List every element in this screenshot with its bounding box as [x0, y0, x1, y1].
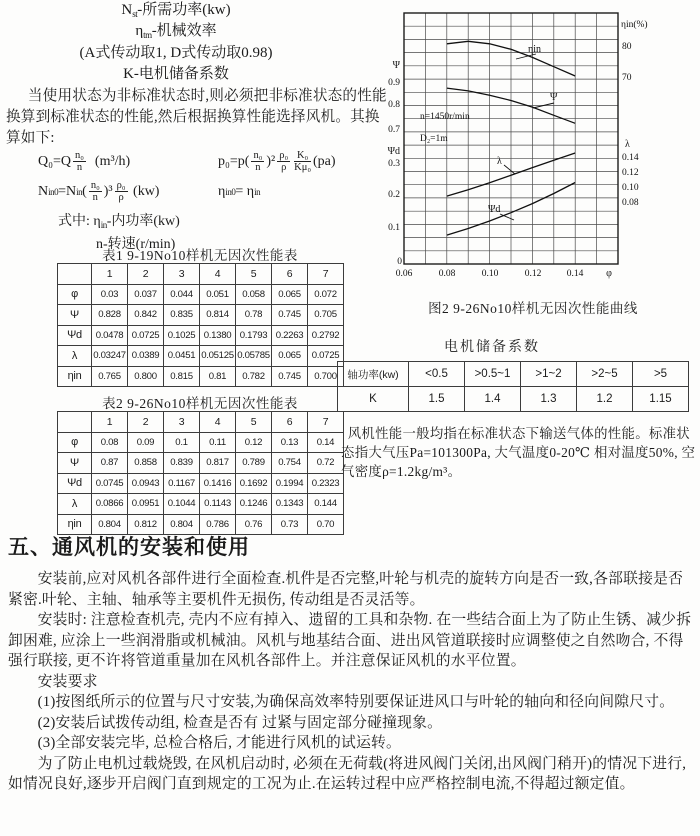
table-row [58, 305, 344, 326]
row-label-cell: Ψ [58, 453, 92, 474]
formula-q0: Q₀=Q $\frac{\text{n₀}}{n}$ (m³/h) [38, 150, 131, 174]
value-cell: >0.5~1 [465, 362, 521, 387]
value-cell: 0.1143 [200, 494, 236, 515]
value-cell: 0.2323 [308, 473, 344, 494]
value-cell: 0.0725 [308, 346, 344, 367]
figure-caption: 图2 9-26No10样机无因次性能曲线 [428, 301, 638, 316]
row-label-cell: K [338, 387, 409, 412]
value-cell: 0.0389 [128, 346, 164, 367]
value-cell: 7 [308, 264, 344, 285]
paragraph-requirements-heading: 安装要求 [37, 673, 98, 690]
value-cell: 0.1025 [164, 325, 200, 346]
table-row [338, 387, 689, 412]
value-cell: 0.065 [272, 284, 308, 305]
value-cell: 1.5 [409, 387, 465, 412]
paragraph-pre-check: 安装前,应对风机各部件进行全面检查.机件是否完整,叶轮与机壳的旋转方向是否一致,各部联接是否紧密.叶轮、主轴、轴承等主要机件无损伤, 传动组是否灵活等。 [8, 571, 684, 608]
value-cell: 0.1 [164, 432, 200, 453]
table-row [58, 325, 344, 346]
speed-annotation: n=1450r/min [420, 112, 470, 122]
value-cell: >5 [633, 362, 689, 387]
psi-curve-label: Ψ [550, 92, 558, 103]
value-cell: 0.1380 [200, 325, 236, 346]
value-cell: 0.072 [308, 284, 344, 305]
value-cell: 0.0745 [92, 473, 128, 494]
value-cell: 0.09 [128, 432, 164, 453]
value-cell: 0.1692 [236, 473, 272, 494]
value-cell: 0.700 [308, 366, 344, 387]
standard-state-note: 风机性能一般均指在标准状态下输送气体的性能。标准状态指大气压Pa=101300Pa, 大气温度0-20℃ 相对温度50%, 空气密度ρ=1.2kg/m³。 [341, 426, 696, 480]
lambda-curve-label: λ [497, 156, 502, 167]
value-cell: 0.0478 [92, 325, 128, 346]
value-cell: 0.76 [236, 514, 272, 535]
value-cell: 0.800 [128, 366, 164, 387]
row-label-cell: Ψd [58, 325, 92, 346]
value-cell: 1.3 [521, 387, 577, 412]
performance-chart [378, 6, 700, 292]
performance-chart-figure [378, 6, 700, 292]
paragraph-requirement-1: (1)按图纸所示的位置与尺寸安装,为确保高效率特别要保证进风口与叶轮的轴向和径向间隙尺寸。 [37, 694, 675, 710]
psid-axis-label: Ψd [387, 146, 400, 157]
formula-eta0: η in0 = η in [218, 183, 261, 199]
section-title: 五、通风机的安装和使用 [8, 536, 250, 559]
value-cell: 0.828 [92, 305, 128, 326]
psid-tick: 0.3 [388, 159, 400, 169]
value-cell: 0.14 [308, 432, 344, 453]
value-cell: 7 [308, 412, 344, 433]
paragraph-requirement-2: (2)安装后试拨传动组, 检查是否有 过紧与固定部分碰撞现象。 [37, 714, 443, 731]
lambda-tick: 0.14 [622, 153, 639, 163]
value-cell: 0.0451 [164, 346, 200, 367]
value-cell: 0.78 [236, 305, 272, 326]
table-row [58, 494, 344, 515]
value-cell: 0.1167 [164, 473, 200, 494]
value-cell: <0.5 [409, 362, 465, 387]
value-cell: >1~2 [521, 362, 577, 387]
eta-tick: 80 [622, 42, 632, 52]
value-cell: 0.842 [128, 305, 164, 326]
value-cell: 5 [236, 412, 272, 433]
row-label-cell: Ψd [58, 473, 92, 494]
table-row [58, 366, 344, 387]
value-cell: 0.70 [308, 514, 344, 535]
row-label-cell: φ [58, 432, 92, 453]
value-cell: 0.0943 [128, 473, 164, 494]
table1-performance [57, 263, 344, 387]
row-label-cell: ηin [58, 366, 92, 387]
diameter-annotation: D₂=1m [420, 134, 448, 144]
value-cell: 0.065 [272, 346, 308, 367]
table-row [58, 412, 344, 433]
psid-curve-label: Ψd [488, 204, 501, 215]
value-cell: 0.05125 [200, 346, 236, 367]
value-cell: 0.804 [92, 514, 128, 535]
lambda-leader-line [504, 165, 515, 174]
value-cell: 0.786 [200, 514, 236, 535]
psid-tick: 0 [397, 257, 402, 267]
psi-tick: 0.7 [388, 125, 400, 135]
value-cell: 0.814 [200, 305, 236, 326]
value-cell: 1 [92, 412, 128, 433]
value-cell: 0.2263 [272, 325, 308, 346]
value-cell: 0.789 [236, 453, 272, 474]
value-cell: 0.754 [272, 453, 308, 474]
conversion-intro-paragraph: 当使用状态为非标准状态时,则必须把非标准状态的性能换算到标准状态的性能,然后根据换算性能选择风机。其换算如下: [6, 88, 387, 147]
value-cell: 0.745 [272, 366, 308, 387]
formula-block [38, 150, 394, 253]
row-label-cell: 轴功率(kw) [338, 362, 409, 387]
value-cell: 6 [272, 412, 308, 433]
value-cell: 0.0866 [92, 494, 128, 515]
value-cell: 5 [236, 264, 272, 285]
value-cell: 0.858 [128, 453, 164, 474]
definition-line: $\eta_{tm}-$机械效率 [135, 23, 217, 41]
table-row [58, 473, 344, 494]
psi-tick: 0.9 [388, 78, 400, 88]
value-cell: 0.765 [92, 366, 128, 387]
value-cell: 0.835 [164, 305, 200, 326]
psi-tick: 0.8 [388, 100, 400, 110]
value-cell: >2~5 [577, 362, 633, 387]
value-cell: 0.03247 [92, 346, 128, 367]
value-cell: 0.1343 [272, 494, 308, 515]
value-cell: 0.804 [164, 514, 200, 535]
value-cell: 0.08 [92, 432, 128, 453]
table-row [338, 362, 689, 387]
motor-reserve-table [337, 361, 689, 412]
value-cell: 0.1994 [272, 473, 308, 494]
row-label-cell [58, 264, 92, 285]
value-cell: 0.1416 [200, 473, 236, 494]
value-cell: 2 [128, 264, 164, 285]
value-cell: 0.13 [272, 432, 308, 453]
value-cell: 1.4 [465, 387, 521, 412]
value-cell: 0.0951 [128, 494, 164, 515]
psid-tick: 0.2 [388, 190, 400, 200]
value-cell: 0.87 [92, 453, 128, 474]
eta-axis-label: ηin(%) [621, 20, 648, 30]
value-cell: 0.1246 [236, 494, 272, 515]
value-cell: 3 [164, 264, 200, 285]
value-cell: 0.73 [272, 514, 308, 535]
value-cell: 0.044 [164, 284, 200, 305]
value-cell: 0.03 [92, 284, 128, 305]
x-tick: 0.10 [481, 269, 499, 279]
motor-table-title: 电机储备系数 [444, 340, 540, 355]
installation-section [8, 531, 694, 795]
lambda-axis-label: λ [625, 139, 630, 150]
value-cell: 0.051 [200, 284, 236, 305]
row-label-cell: Ψ [58, 305, 92, 326]
value-cell: 3 [164, 412, 200, 433]
row-label-cell: φ [58, 284, 92, 305]
value-cell: 0.782 [236, 366, 272, 387]
x-tick: 0.06 [395, 269, 413, 279]
value-cell: 0.1044 [164, 494, 200, 515]
value-cell: 0.0725 [128, 325, 164, 346]
x-tick: 0.12 [524, 269, 542, 279]
value-cell: 0.12 [236, 432, 272, 453]
formula-n0: N in0 =N in ( $\frac{\text{n₀}}{n}$ )³ $\frac{\text{ρ₀}}{\rho}$ (kw) [38, 180, 160, 204]
value-cell: 0.81 [200, 366, 236, 387]
value-cell: 4 [200, 264, 236, 285]
symbol-definitions [0, 0, 352, 85]
value-cell: 4 [200, 412, 236, 433]
value-cell: 0.144 [308, 494, 344, 515]
eta-curve-label: ηin [528, 44, 542, 55]
value-cell: 0.705 [308, 305, 344, 326]
value-cell: 0.839 [164, 453, 200, 474]
lambda-tick: 0.12 [622, 168, 639, 178]
row-label-cell [58, 412, 92, 433]
x-tick: 0.14 [566, 269, 584, 279]
lambda-tick: 0.10 [622, 183, 639, 193]
formula-where-line2: n-转速(r/min) [96, 237, 176, 253]
formula-where-line1: 式中: $\eta_{in}-$内功率(kw) [58, 214, 180, 231]
lambda-tick: 0.08 [622, 198, 639, 208]
table-row [58, 453, 344, 474]
value-cell: 0.058 [236, 284, 272, 305]
eta-tick: 70 [622, 73, 632, 83]
paragraph-startup-caution: 为了防止电机过载烧毁, 在风机启动时, 必须在无荷载(将进风阀门关闭,出风阀门稍开)的情况下进行,如情况良好,逐步开启阀门直到规定的工况为止.在运转过程中应严格控制电流,不得超过额定值。 [8, 755, 687, 792]
formula-p0: p₀=p( $\frac{\text{n₀}}{n}$ )² $\frac{\text{ρ₀}}{\rho}$ $\frac{\text{K₀}}{\text{Kμ₀}}$ (pa) [218, 150, 336, 174]
table1-caption: 表1 9-19No10样机无因次性能表 [102, 248, 298, 263]
value-cell: 2 [128, 412, 164, 433]
value-cell: 0.745 [272, 305, 308, 326]
value-cell: 1.2 [577, 387, 633, 412]
value-cell: 0.11 [200, 432, 236, 453]
row-label-cell: ηin [58, 514, 92, 535]
value-cell: 0.72 [308, 453, 344, 474]
value-cell: 0.05785 [236, 346, 272, 367]
x-axis-label: φ [606, 268, 612, 279]
value-cell: 0.817 [200, 453, 236, 474]
psi-axis-label: Ψ [392, 60, 400, 71]
table2-caption: 表2 9-26No10样机无因次性能表 [102, 396, 298, 411]
psid-tick: 0.1 [388, 223, 400, 233]
value-cell: 6 [272, 264, 308, 285]
definition-line: (A式传动取1, D式传动取0.98) [79, 44, 273, 61]
value-cell: 0.1793 [236, 325, 272, 346]
value-cell: 0.815 [164, 366, 200, 387]
table-row [58, 284, 344, 305]
table-row [58, 264, 344, 285]
value-cell: 1.15 [633, 387, 689, 412]
value-cell: 0.037 [128, 284, 164, 305]
row-label-cell: λ [58, 346, 92, 367]
row-label-cell: λ [58, 494, 92, 515]
table-row [58, 346, 344, 367]
value-cell: 0.2792 [308, 325, 344, 346]
table2-performance [57, 411, 344, 535]
value-cell: 0.812 [128, 514, 164, 535]
x-tick: 0.08 [438, 269, 456, 279]
table-row [58, 432, 344, 453]
paragraph-requirement-3: (3)全部安装完毕, 总检合格后, 才能进行风机的试运转。 [37, 735, 401, 751]
definition-line: K-电机储备系数 [123, 65, 229, 82]
definition-line: $N_{st}-$所需功率(kw) [121, 2, 231, 19]
value-cell: 1 [92, 264, 128, 285]
paragraph-install-time: 安装时: 注意检查机壳, 壳内不应有掉入、遗留的工具和杂物. 在一些结合面上为了防止生锈、减少拆卸困难, 应涂上一些润滑脂或机械油。风机与地基结合面、进出风管道联接时应调整使之自然吻合, 不得强行联接, 更不许将管道重量加在风机各部件上。并注意保证风机的水平位置。 [8, 612, 692, 669]
